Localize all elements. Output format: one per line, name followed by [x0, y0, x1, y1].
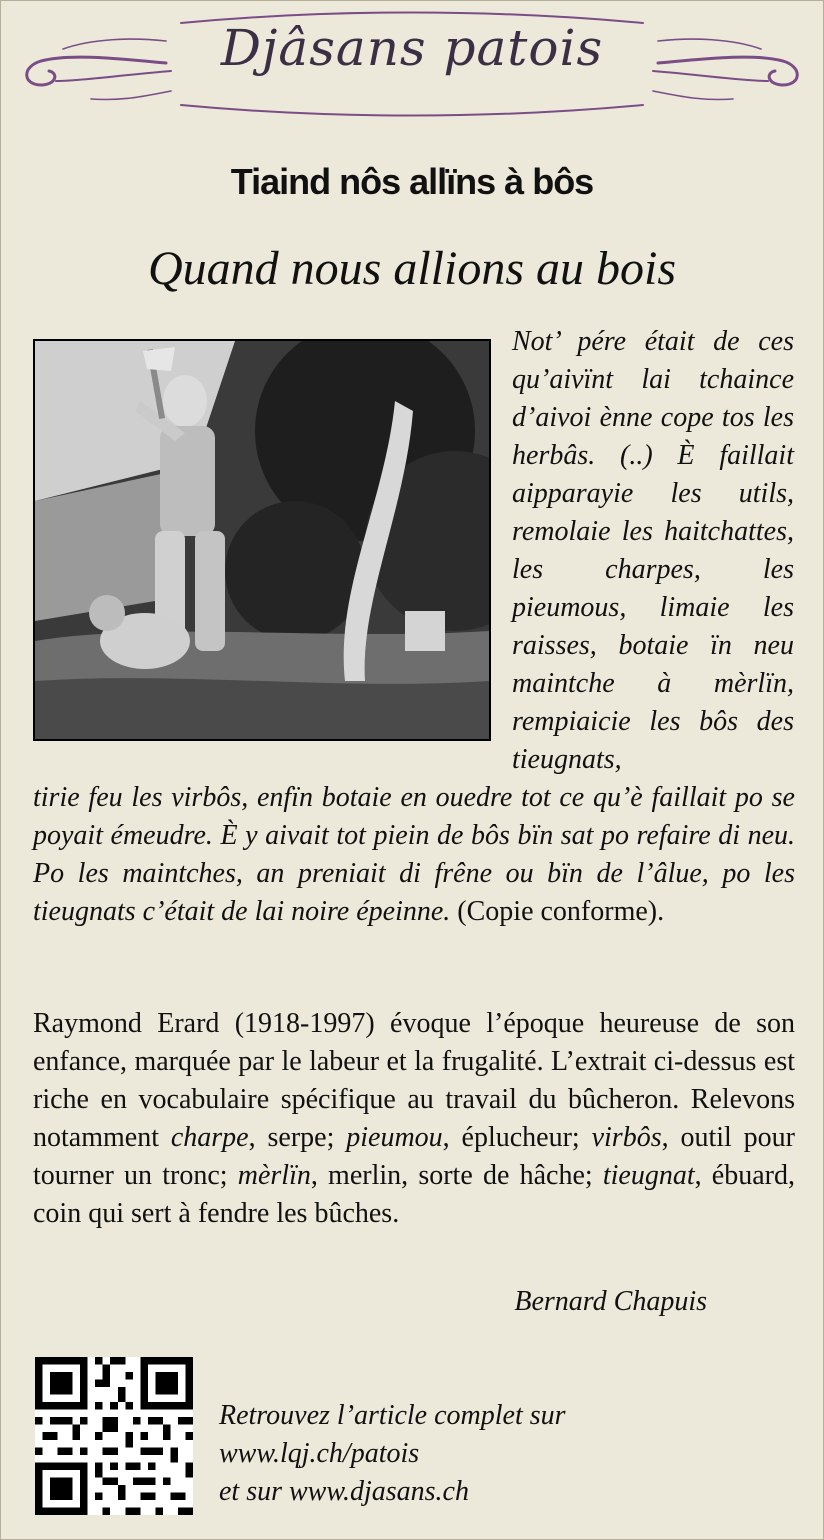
link-lqj-patois[interactable]: www.lqj.ch/patois — [219, 1438, 420, 1469]
footer-links — [219, 1397, 779, 1511]
term-virbos: virbôs — [591, 1122, 662, 1153]
commentary-text: , ébuard, coin qui sert à fendre les bûches. — [33, 1160, 795, 1229]
link-djasans[interactable]: et sur www.djasans.ch — [219, 1476, 469, 1507]
excerpt-side-text: Not’ pére était de ces qu’aivïnt lai tchaince d’aivoi ènne cope tos les herbâs. (..) È faillait aipparayie les utils, remolaie les haitchattes, les charpes, les pieumous, limaie les raisses, botaie ïn neu maintche à mèrlïn, rempiaicie les bôs des tieugnats, — [512, 326, 794, 775]
commentary-text: , merlin, sorte de hâche; — [310, 1160, 603, 1191]
term-tieugnat: tieugnat — [602, 1160, 695, 1191]
banner-title: Djâsans patois — [220, 19, 604, 77]
footer-intro: Retrouvez l’article complet sur — [219, 1400, 566, 1431]
article-title-french: Quand nous allions au bois — [147, 242, 677, 295]
article-title-patois: Tiaind nôs allïns à bôs — [230, 161, 594, 202]
commentary-text: , éplucheur; — [442, 1122, 592, 1153]
qr-code-icon[interactable] — [35, 1357, 193, 1515]
commentary-text: , outil pour tourner un tronc; — [33, 1122, 796, 1191]
term-charpe: charpe — [170, 1122, 249, 1153]
commentary-paragraph — [33, 1005, 795, 1233]
term-merlin: mèrlïn — [237, 1160, 311, 1191]
excerpt-full-text — [33, 779, 795, 931]
woodcutter-engraving-icon — [33, 339, 491, 741]
term-pieumou: pieumou — [346, 1122, 443, 1153]
commentary-text: , serpe; — [248, 1122, 347, 1153]
author-signature: Bernard Chapuis — [514, 1286, 707, 1317]
commentary-text: Raymond Erard (1918-1997) évoque l’époque heureuse de son enfance, marquée par le labeur et la frugalité. L’extrait ci-dessus est riche en vocabulaire spécifique au travail du bûcheron. Relevons notamment — [33, 1008, 795, 1153]
excerpt-continuation: tirie feu les virbôs, enfïn botaie en ouedre tot ce qu’è faillait po se poyait émeudre. È y aivait tot piein de bôs bïn sat po refaire di neu. Po les maintches, an preniait di frêne ou bïn de l’âlue, po les tieugnats c’était de lai noire épeinne. — [33, 782, 795, 927]
excerpt-note: (Copie conforme). — [457, 896, 665, 927]
